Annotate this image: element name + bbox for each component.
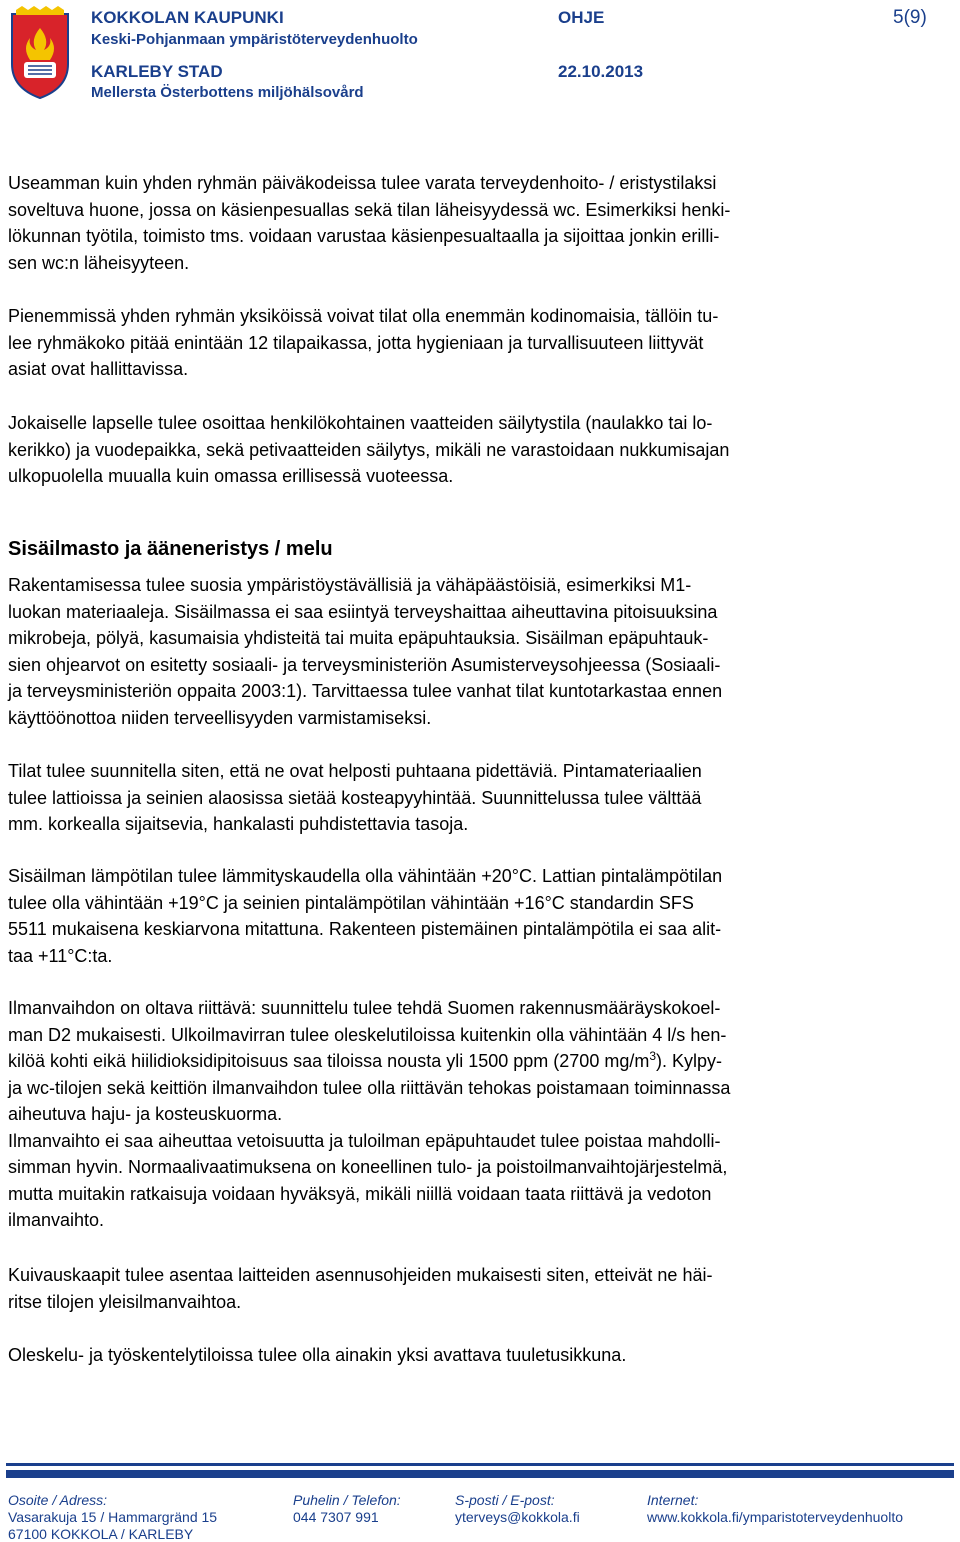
text-line: taa +11°C:ta.: [8, 945, 113, 966]
text-line: tulee lattioissa ja seinien alaosissa sietää kosteapyyhintää. Suunnittelussa tulee välttää: [8, 787, 702, 808]
text-line: ulkopuolella muualla kuin omassa erillisessä vuoteessa.: [8, 466, 454, 486]
text-line: lee ryhmäkoko pitää enintään 12 tilapaikassa, jotta hygieniaan ja turvallisuuteen liittyvät: [8, 332, 704, 353]
footer-web-link[interactable]: www.kokkola.fi/ymparistoterveydenhuolto: [647, 1509, 904, 1525]
text-line: luokan materiaaleja. Sisäilmassa ei saa esiintyä terveyshaittaa aiheuttavina pitoisuuksina: [8, 601, 718, 622]
org-name-sv: KARLEBY STAD: [91, 62, 223, 81]
text-line: Ilmanvaihdon on oltava riittävä: suunnittelu tulee tehdä Suomen rakennusmääräyskokoel-: [8, 998, 721, 1018]
footer-phone: 044 7307 991: [293, 1509, 379, 1525]
superscript: 3: [649, 1049, 657, 1063]
footer-email-label: S-posti / E-post:: [455, 1492, 555, 1508]
text-fragment: kilöä kohti eikä hiilidioksidipitoisuus saa tiloissa nousta yli 1500 ppm (2700 mg/m: [8, 1051, 650, 1071]
text-line: tulee olla vähintään +19°C ja seinien pintalämpötilan vähintään +16°C standardin SFS: [8, 892, 694, 913]
footer-address-label: Osoite / Adress:: [8, 1492, 108, 1508]
text-line: Useamman kuin yhden ryhmän päiväkodeissa tulee varata terveydenhoito- / eristystilaksi: [8, 173, 717, 193]
footer-address-line1: Vasarakuja 15 / Hammargränd 15: [8, 1509, 218, 1525]
paragraph-indoor-air: [8, 572, 938, 731]
text-line: Kuivauskaapit tulee asentaa laitteiden asennusohjeiden mukaisesti siten, etteivät ne häi-: [8, 1265, 713, 1285]
text-line: aiheutuva haju- ja kosteuskuorma.: [8, 1104, 283, 1124]
dept-name-sv: Mellersta Österbottens miljöhälsovård: [91, 84, 364, 101]
text-fragment: ). Kylpy-: [656, 1051, 723, 1071]
footer-web-label: Internet:: [647, 1492, 699, 1508]
footer-divider-thick: [6, 1470, 954, 1478]
text-line: Oleskelu- ja työskentelytiloissa tulee olla ainakin yksi avattava tuuletusikkuna.: [8, 1345, 627, 1365]
coat-of-arms-icon: [8, 6, 72, 100]
org-name-fi: KOKKOLAN KAUPUNKI: [91, 8, 284, 27]
text-line: sien ohjearvot on esitetty sosiaali- ja terveysministeriön Asumisterveysohjeessa (Sosiaali-: [8, 654, 721, 675]
text-line: Jokaiselle lapselle tulee osoittaa henkilökohtainen vaatteiden säilytystila (naulakko tai lo-: [8, 413, 713, 433]
text-line: Pienemmissä yhden ryhmän yksiköissä voivat tilat olla enemmän kodinomaisia, tällöin tu-: [8, 306, 719, 326]
text-line: käyttöönottoa niiden terveellisyyden varmistamiseksi.: [8, 707, 432, 728]
footer-email-link[interactable]: yterveys@kokkola.fi: [455, 1509, 580, 1525]
text-line: lökunnan työtila, toimisto tms. voidaan varustaa käsienpesualtaalla ja sijoittaa jonkin erilli-: [8, 226, 720, 246]
text-line: man D2 mukaisesti. Ulkoilmavirran tulee oleskelutiloissa kuitenkin olla vähintään 4 l/s hen-: [8, 1024, 727, 1045]
paragraph-windows: [8, 1342, 938, 1369]
paragraph-small-units: [8, 303, 938, 383]
text-line: ritse tilojen yleisilmanvaihtoa.: [8, 1291, 242, 1312]
text-line: mm. korkealla sijaitsevia, hankalasti puhdistettavia tasoja.: [8, 814, 469, 834]
text-line: simman hyvin. Normaalivaatimuksena on koneellinen tulo- ja poistoilmanvaihtojärjestelmä,: [8, 1157, 728, 1177]
text-line: Sisäilman lämpötilan tulee lämmityskaudella olla vähintään +20°C. Lattian pintalämpötilan: [8, 866, 723, 886]
doc-type: OHJE: [558, 8, 605, 27]
text-line: Rakentamisessa tulee suosia ympäristöystävällisiä ja vähäpäästöisiä, esimerkiksi M1-: [8, 575, 692, 595]
text-line: kerikko) ja vuodepaikka, sekä petivaatteiden säilytys, mikäli ne varastoidaan nukkumisajan: [8, 439, 730, 460]
text-line: mikrobeja, pölyä, kasumaisia yhdisteitä tai muita epäpuhtauksia. Sisäilman epäpuhtauk-: [8, 628, 709, 648]
text-line: 5511 mukaisena keskiarvona mitattuna. Rakenteen pistemäinen pintalämpötila ei saa alit-: [8, 919, 722, 939]
doc-date: 22.10.2013: [558, 62, 644, 81]
text-line: [8, 1048, 938, 1075]
text-line: mutta muitakin ratkaisuja voidaan hyväksyä, mikäli niillä voidaan taata riittävä ja vedoton: [8, 1183, 712, 1204]
paragraph-drying-cabinets: [8, 1262, 938, 1315]
text-line: asiat ovat hallittavissa.: [8, 359, 189, 379]
text-line: ilmanvaihto.: [8, 1210, 105, 1230]
footer-phone-label: Puhelin / Telefon:: [293, 1492, 401, 1508]
text-line: Ilmanvaihto ei saa aiheuttaa vetoisuutta ja tuloilman epäpuhtaudet tulee poistaa mahdolli-: [8, 1130, 721, 1151]
section-heading: Sisäilmasto ja ääneneristys / melu: [8, 538, 333, 560]
paragraph-cleanability: [8, 758, 938, 838]
text-line: sen wc:n läheisyyteen.: [8, 252, 190, 273]
text-line: ja wc-tilojen sekä keittiön ilmanvaihdon tulee olla riittävän tehokas poistamaan toiminnassa: [8, 1077, 731, 1098]
text-line: soveltuva huone, jossa on käsienpesuallas sekä tilan läheisyydessä wc. Esimerkiksi henki-: [8, 199, 731, 220]
paragraph-ventilation: [8, 995, 938, 1234]
paragraph-storage: [8, 410, 938, 490]
footer-address-line2: 67100 KOKKOLA / KARLEBY: [8, 1526, 194, 1542]
paragraph-temperature: [8, 863, 938, 969]
paragraph-health-room: [8, 170, 938, 276]
text-line: Tilat tulee suunnitella siten, että ne ovat helposti puhtaana pidettäviä. Pintamateriaalien: [8, 761, 702, 781]
page-number: 5(9): [893, 7, 927, 28]
dept-name-fi: Keski-Pohjanmaan ympäristöterveydenhuolto: [91, 31, 418, 48]
text-line: ja terveysministeriön oppaita 2003:1). Tarvittaessa tulee vanhat tilat kuntotarkastaa ennen: [8, 681, 723, 701]
footer-divider: [6, 1463, 954, 1466]
